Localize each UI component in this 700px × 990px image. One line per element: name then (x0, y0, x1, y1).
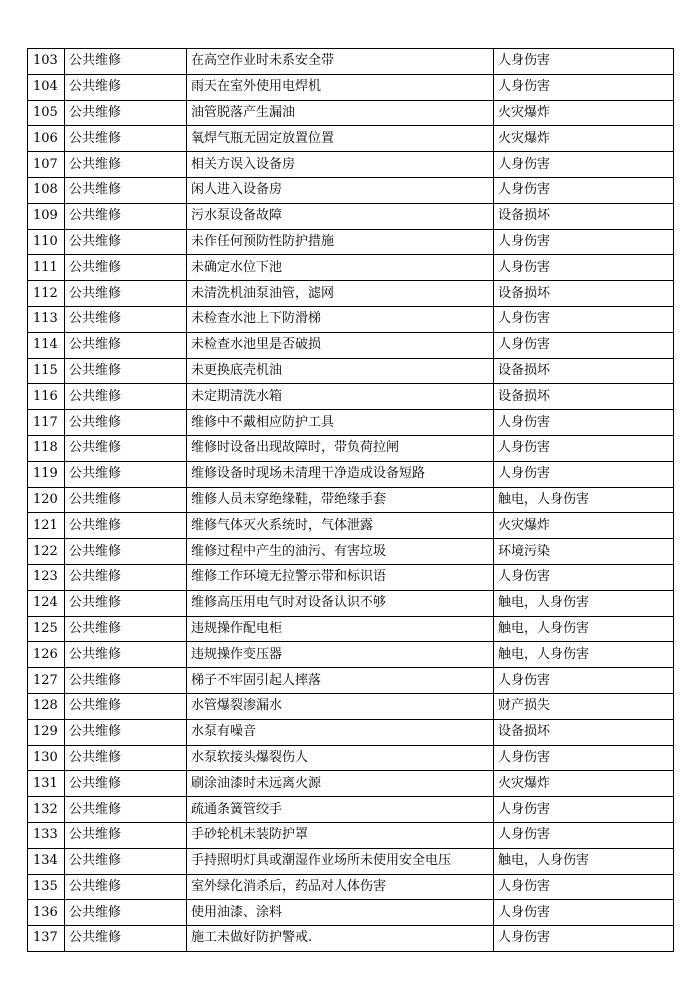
hazard-cell: 相关方误入设备房 (187, 152, 494, 178)
row-number-cell: 123 (28, 564, 65, 590)
table-row (28, 100, 674, 126)
consequence-cell: 人身伤害 (494, 461, 674, 487)
hazard-cell: 维修工作环境无拉警示带和标识语 (187, 564, 494, 590)
hazard-cell: 雨天在室外使用电焊机 (187, 74, 494, 100)
hazard-cell: 施工未做好防护警戒. (187, 926, 494, 952)
table-row (28, 745, 674, 771)
row-number-cell: 109 (28, 203, 65, 229)
consequence-cell: 人身伤害 (494, 564, 674, 590)
category-cell: 公共维修 (65, 616, 187, 642)
table-row (28, 152, 674, 178)
row-number-cell: 136 (28, 900, 65, 926)
table-row (28, 281, 674, 307)
row-number-cell: 115 (28, 358, 65, 384)
table-row (28, 49, 674, 75)
category-cell: 公共维修 (65, 874, 187, 900)
consequence-cell: 人身伤害 (494, 49, 674, 75)
table-row (28, 435, 674, 461)
table-row (28, 177, 674, 203)
consequence-cell: 火灾爆炸 (494, 771, 674, 797)
category-cell: 公共维修 (65, 281, 187, 307)
row-number-cell: 121 (28, 513, 65, 539)
row-number-cell: 104 (28, 74, 65, 100)
row-number-cell: 112 (28, 281, 65, 307)
row-number-cell: 130 (28, 745, 65, 771)
hazard-cell: 油管脱落产生漏油 (187, 100, 494, 126)
consequence-cell: 人身伤害 (494, 177, 674, 203)
consequence-cell: 触电，人身伤害 (494, 616, 674, 642)
row-number-cell: 126 (28, 642, 65, 668)
table-row (28, 926, 674, 952)
consequence-cell: 火灾爆炸 (494, 513, 674, 539)
hazard-cell: 未更换底壳机油 (187, 358, 494, 384)
consequence-cell: 触电，人身伤害 (494, 487, 674, 513)
category-cell: 公共维修 (65, 74, 187, 100)
hazard-cell: 使用油漆、涂料 (187, 900, 494, 926)
hazard-cell: 室外绿化消杀后，药品对人体伤害 (187, 874, 494, 900)
category-cell: 公共维修 (65, 229, 187, 255)
table-row (28, 539, 674, 565)
category-cell: 公共维修 (65, 797, 187, 823)
table-row (28, 410, 674, 436)
row-number-cell: 122 (28, 539, 65, 565)
row-number-cell: 128 (28, 693, 65, 719)
category-cell: 公共维修 (65, 435, 187, 461)
category-cell: 公共维修 (65, 771, 187, 797)
table-row (28, 848, 674, 874)
category-cell: 公共维修 (65, 255, 187, 281)
table-row (28, 874, 674, 900)
table-row (28, 358, 674, 384)
table-row (28, 642, 674, 668)
consequence-cell: 触电，人身伤害 (494, 590, 674, 616)
hazard-cell: 水泵软接头爆裂伤人 (187, 745, 494, 771)
row-number-cell: 108 (28, 177, 65, 203)
row-number-cell: 127 (28, 668, 65, 694)
consequence-cell: 人身伤害 (494, 668, 674, 694)
category-cell: 公共维修 (65, 719, 187, 745)
table-row (28, 797, 674, 823)
table-row (28, 693, 674, 719)
hazard-cell: 未清洗机油泵油管，滤网 (187, 281, 494, 307)
row-number-cell: 116 (28, 384, 65, 410)
hazard-cell: 未检查水池里是否破损 (187, 332, 494, 358)
consequence-cell: 人身伤害 (494, 745, 674, 771)
category-cell: 公共维修 (65, 822, 187, 848)
row-number-cell: 113 (28, 306, 65, 332)
consequence-cell: 人身伤害 (494, 797, 674, 823)
table-row (28, 255, 674, 281)
row-number-cell: 134 (28, 848, 65, 874)
row-number-cell: 119 (28, 461, 65, 487)
category-cell: 公共维修 (65, 126, 187, 152)
row-number-cell: 137 (28, 926, 65, 952)
table-row (28, 564, 674, 590)
consequence-cell: 触电，人身伤害 (494, 642, 674, 668)
hazard-cell: 维修气体灭火系统时，气体泄露 (187, 513, 494, 539)
consequence-cell: 人身伤害 (494, 435, 674, 461)
hazard-cell: 未检查水池上下防滑梯 (187, 306, 494, 332)
category-cell: 公共维修 (65, 358, 187, 384)
hazard-cell: 污水泵设备故障 (187, 203, 494, 229)
category-cell: 公共维修 (65, 487, 187, 513)
consequence-cell: 人身伤害 (494, 874, 674, 900)
category-cell: 公共维修 (65, 668, 187, 694)
category-cell: 公共维修 (65, 745, 187, 771)
row-number-cell: 118 (28, 435, 65, 461)
hazard-cell: 梯子不牢固引起人摔落 (187, 668, 494, 694)
table-row (28, 306, 674, 332)
consequence-cell: 火灾爆炸 (494, 100, 674, 126)
consequence-cell: 环境污染 (494, 539, 674, 565)
hazard-cell: 维修时设备出现故障时，带负荷拉闸 (187, 435, 494, 461)
category-cell: 公共维修 (65, 564, 187, 590)
category-cell: 公共维修 (65, 152, 187, 178)
consequence-cell: 设备损坏 (494, 281, 674, 307)
row-number-cell: 124 (28, 590, 65, 616)
table-row (28, 616, 674, 642)
table-row (28, 126, 674, 152)
table-row (28, 74, 674, 100)
table-row (28, 513, 674, 539)
hazard-cell: 维修人员未穿绝缘鞋，带绝缘手套 (187, 487, 494, 513)
consequence-cell: 人身伤害 (494, 74, 674, 100)
category-cell: 公共维修 (65, 384, 187, 410)
hazard-cell: 未定期清洗水箱 (187, 384, 494, 410)
hazard-cell: 在高空作业时未系安全带 (187, 49, 494, 75)
consequence-cell: 设备损坏 (494, 384, 674, 410)
table-row (28, 719, 674, 745)
hazard-cell: 疏通条簧管绞手 (187, 797, 494, 823)
row-number-cell: 107 (28, 152, 65, 178)
hazard-cell: 违规操作配电柜 (187, 616, 494, 642)
table-row (28, 461, 674, 487)
hazard-cell: 未确定水位下池 (187, 255, 494, 281)
category-cell: 公共维修 (65, 926, 187, 952)
category-cell: 公共维修 (65, 848, 187, 874)
row-number-cell: 106 (28, 126, 65, 152)
row-number-cell: 120 (28, 487, 65, 513)
hazard-cell: 维修设备时现场未清理干净造成设备短路 (187, 461, 494, 487)
table-row (28, 487, 674, 513)
table-row (28, 332, 674, 358)
category-cell: 公共维修 (65, 642, 187, 668)
row-number-cell: 110 (28, 229, 65, 255)
row-number-cell: 125 (28, 616, 65, 642)
row-number-cell: 103 (28, 49, 65, 75)
category-cell: 公共维修 (65, 306, 187, 332)
table-row (28, 771, 674, 797)
consequence-cell: 人身伤害 (494, 410, 674, 436)
consequence-cell: 人身伤害 (494, 255, 674, 281)
consequence-cell: 设备损坏 (494, 358, 674, 384)
hazard-cell: 手砂轮机未装防护罩 (187, 822, 494, 848)
category-cell: 公共维修 (65, 203, 187, 229)
category-cell: 公共维修 (65, 100, 187, 126)
consequence-cell: 设备损坏 (494, 203, 674, 229)
consequence-cell: 设备损坏 (494, 719, 674, 745)
row-number-cell: 133 (28, 822, 65, 848)
hazard-table (27, 48, 674, 952)
table-row (28, 900, 674, 926)
consequence-cell: 触电，人身伤害 (494, 848, 674, 874)
category-cell: 公共维修 (65, 49, 187, 75)
hazard-cell: 氧焊气瓶无固定放置位置 (187, 126, 494, 152)
hazard-table-body (28, 49, 674, 952)
table-row (28, 822, 674, 848)
category-cell: 公共维修 (65, 590, 187, 616)
category-cell: 公共维修 (65, 900, 187, 926)
consequence-cell: 人身伤害 (494, 152, 674, 178)
consequence-cell: 人身伤害 (494, 229, 674, 255)
category-cell: 公共维修 (65, 461, 187, 487)
hazard-cell: 维修中不戴相应防护工具 (187, 410, 494, 436)
hazard-cell: 维修过程中产生的油污、有害垃圾 (187, 539, 494, 565)
row-number-cell: 111 (28, 255, 65, 281)
consequence-cell: 人身伤害 (494, 900, 674, 926)
table-row (28, 668, 674, 694)
hazard-cell: 维修高压用电气时对设备认识不够 (187, 590, 494, 616)
hazard-cell: 刷涂油漆时未远离火源 (187, 771, 494, 797)
consequence-cell: 人身伤害 (494, 332, 674, 358)
hazard-cell: 水管爆裂渗漏水 (187, 693, 494, 719)
hazard-cell: 闲人进入设备房 (187, 177, 494, 203)
hazard-cell: 违规操作变压器 (187, 642, 494, 668)
consequence-cell: 人身伤害 (494, 306, 674, 332)
row-number-cell: 135 (28, 874, 65, 900)
category-cell: 公共维修 (65, 177, 187, 203)
row-number-cell: 105 (28, 100, 65, 126)
category-cell: 公共维修 (65, 539, 187, 565)
consequence-cell: 火灾爆炸 (494, 126, 674, 152)
row-number-cell: 132 (28, 797, 65, 823)
consequence-cell: 财产损失 (494, 693, 674, 719)
table-row (28, 229, 674, 255)
hazard-cell: 手持照明灯具或潮湿作业场所未使用安全电压 (187, 848, 494, 874)
consequence-cell: 人身伤害 (494, 926, 674, 952)
table-row (28, 203, 674, 229)
row-number-cell: 131 (28, 771, 65, 797)
hazard-cell: 未作任何预防性防护措施 (187, 229, 494, 255)
table-row (28, 384, 674, 410)
consequence-cell: 人身伤害 (494, 822, 674, 848)
hazard-cell: 水泵有噪音 (187, 719, 494, 745)
table-row (28, 590, 674, 616)
category-cell: 公共维修 (65, 513, 187, 539)
row-number-cell: 129 (28, 719, 65, 745)
category-cell: 公共维修 (65, 693, 187, 719)
row-number-cell: 117 (28, 410, 65, 436)
category-cell: 公共维修 (65, 410, 187, 436)
category-cell: 公共维修 (65, 332, 187, 358)
row-number-cell: 114 (28, 332, 65, 358)
